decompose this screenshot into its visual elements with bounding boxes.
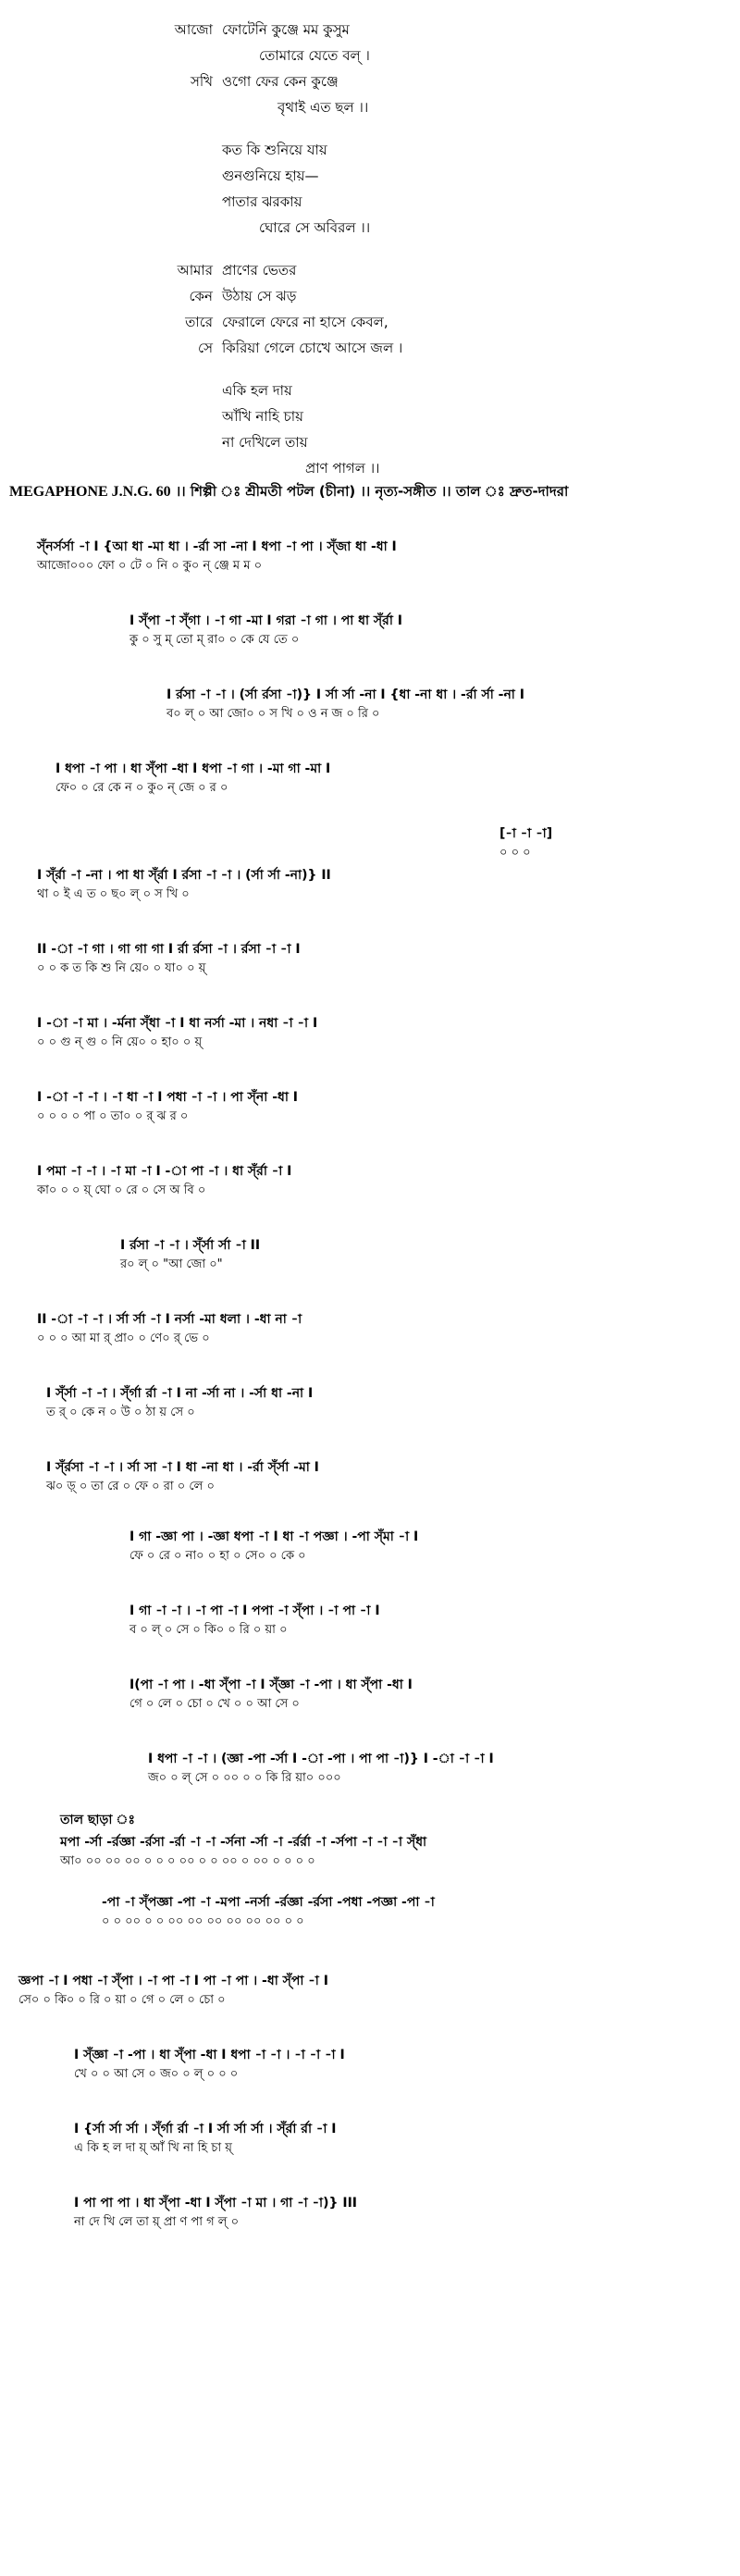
lyric-label: কেন [189, 288, 213, 304]
tal-chhara-label: তাল ছাড়া ঃ [60, 1813, 135, 1827]
lyric-line [0, 68, 740, 94]
lyric-text: প্রাণ পাগল ।। [305, 460, 380, 477]
notation-notes: স্ঁনর্সর্সা -া I {আ ধা -মা ধা । -র্রা সা -না I ধপা -া পা । স্ঁজা ধা -ধা I [37, 539, 397, 554]
notation-stave [46, 1383, 313, 1422]
lyric-text: ফোটেনি কুঞ্জে মম কুসুম [222, 21, 350, 38]
notation-syllables: ০ ০ গু ন্ গু ০ নি য়ে০ ০ হা০ ০ য়্ [37, 1035, 203, 1049]
notation-notes: -পা -া স্ঁপজ্ঞা -পা -া -মপা -নর্সা -র্রজ্ঞা -র্রসা -পধা -পজ্ঞা -পা -া [102, 1895, 435, 1910]
notation-syllables: ব০ ল্ ০ আ জো০ ০ স খি ০ ও ন জ ০ রি ০ [166, 707, 380, 721]
lyric-line [0, 163, 740, 189]
lyric-label: সে [198, 340, 213, 356]
notation-stave [37, 1161, 291, 1200]
notation-syllables: কা০ ০ ০ য়্ ঘো ০ রে ০ সে অ বি ০ [37, 1183, 206, 1197]
lyric-text: একি হল দায় [222, 382, 292, 399]
notation-stave [37, 1309, 302, 1348]
notation-stave [130, 1675, 413, 1714]
notation-stave [37, 537, 397, 576]
lyric-line [0, 283, 740, 309]
notation-stave [37, 1013, 317, 1052]
lyric-text: পাতার ঝরকায় [222, 193, 302, 210]
notation-syllables: থা ০ ই এ ত ০ ছ০ ল্ ০ স খি ০ [37, 887, 190, 901]
notation-syllables: ব ০ ল্ ০ সে ০ কি০ ০ রি ০ য়া ০ [130, 1623, 288, 1637]
notation-stave [74, 2045, 345, 2084]
notation-notes: I ধপা -া -া । (জ্ঞা -পা -র্সা I -া -পা । পা পা -া)} I -া -া -া I [148, 1752, 494, 1766]
notation-stave [148, 1749, 494, 1788]
notation-notes: II -া -া -া । র্সা র্সা -া I নর্সা -মা ধলা । -ধা না -া [37, 1312, 302, 1327]
notation-stave [46, 1457, 319, 1496]
lyric-line [0, 455, 740, 481]
lyric-line [0, 429, 740, 455]
notation-syllables: সে০ ০ কি০ ০ রি ০ য়া ০ গে ০ লে ০ চো ০ [18, 1993, 226, 2007]
notation-notes: I -া -া -া । -া ধা -া I পধা -া -া । পা স্ঁনা -ধা I [37, 1090, 299, 1105]
notation-syllables: ফে০ ০ রে কে ন ০ কু০ ন্ জে ০ র ০ [56, 781, 228, 795]
lyric-line [0, 215, 740, 241]
stanza-gap [0, 120, 740, 137]
lyric-line [0, 378, 740, 403]
notation-syllables: জ০ ০ ল্ সে ০ ০০ ০ ০ কি রি য়া০ ০০০ [148, 1771, 341, 1785]
notation-notes: I স্ঁর্রা -া -না । পা ধা স্ঁর্রা I র্রসা -া -া । (র্সা র্সা -না)} II [37, 868, 331, 883]
notation-stave [130, 1527, 418, 1566]
lyric-label: আজো [174, 21, 213, 38]
lyric-text: উঠায় সে ঝড় [222, 288, 297, 304]
notation-stave [37, 865, 331, 904]
notation-notes: [-া -া -া] [500, 826, 553, 841]
notation-stave [74, 2119, 337, 2158]
notation-notes: I {র্সা র্সা র্সা । স্ঁর্গা র্রা -া I র্সা র্সা র্সা । স্ঁর্রা র্রা -া I [74, 2122, 337, 2136]
notation-notes: I স্ঁর্সা -া -া । স্ঁর্গা র্রা -া I না -র্সা না । -র্সা ধা -না I [46, 1386, 314, 1401]
notation-syllables: ঝ০ ড়্ ০ তা রে ০ ফে ০ রা ০ লে ০ [46, 1480, 215, 1493]
lyric-text: বৃথাই এত ছল ।। [278, 99, 369, 116]
lyric-text: ফেরালে ফেরে না হাসে কেবল, [222, 314, 388, 330]
notation-notes: I স্ঁপা -া স্ঁগা । -া গা -মা I গরা -া গা । পা ধা স্ঁর্রা I [130, 613, 403, 628]
notation-syllables: ০ ০ ০ আ মা র্ প্রা০ ০ ণে০ র্ ভে ০ [37, 1331, 210, 1345]
notation-notes: মপা -র্সা -র্রজ্ঞা -র্রসা -র্রা -া -া -র্সনা -র্সা -া -র্রর্রা -া -র্সপা -া -া -া স্ঁধা [60, 1835, 427, 1850]
lyric-line [0, 94, 740, 120]
notation-stave [102, 1892, 435, 1931]
notation-stave [37, 939, 301, 978]
notation-syllables: ফে ০ রে ০ না০ ০ হা ০ সে০ ০ কে ০ [130, 1549, 306, 1563]
notation-notes: I র্রসা -া -া । (র্সা র্রসা -া)} I র্সা র্সা -না I {ধা -না ধা । -র্রা র্সা -না I [166, 687, 524, 702]
lyric-text: কিরিয়া গেলে চোখে আসে জল । [222, 340, 403, 356]
lyric-text: ওগো ফের কেন কুঞ্জে [222, 73, 339, 90]
notation-stave [500, 824, 552, 862]
lyric-text: গুনগুনিয়ে হায়— [222, 167, 319, 184]
notation-syllables: না দে খি লে তা য়্ প্রা ণ পা গ ল্ ০ [74, 2215, 240, 2229]
lyric-text: আঁখি নাহি চায় [222, 408, 303, 425]
notation-syllables: এ কি হ ল দা য়্ আঁ খি না হি চা য়্ [74, 2141, 232, 2155]
lyric-line [0, 309, 740, 335]
notation-syllables: ০ ০ ক ত কি শু নি য়ে০ ০ যা০ ০ য়্ [37, 961, 206, 975]
lyric-line [0, 43, 740, 68]
notation-stave [120, 1235, 260, 1274]
lyric-label: আমার [177, 262, 213, 279]
lyric-text: প্রাণের ভেতর [222, 262, 297, 279]
notation-notes: I র্রসা -া -া । স্ঁর্সা র্সা -া II [120, 1238, 261, 1253]
notation-stave [37, 1087, 298, 1126]
notation-syllables: গে ০ লে ০ চো ০ খে ০ ০ আ সে ০ [130, 1697, 300, 1711]
record-details: ।। শিল্পী ঃ শ্রীমতী পটল (চীনা) ।। নৃত্য-সঙ্গীত ।। তাল ঃ দ্রুত-দাদরা [170, 483, 569, 500]
notation-notes: I -া -া মা । -র্মনা স্ঁধা -া I ধা নর্সা -মা । নধা -া -া I [37, 1016, 318, 1031]
lyric-text: না দেখিলে তায় [222, 434, 308, 451]
record-catalog: MEGAPHONE J.N.G. 60 [9, 484, 171, 500]
notation-notes: জ্ঞপা -া I পধা -া স্ঁপা । -া পা -া I পা -া পা । -ধা স্ঁপা -া I [18, 1974, 328, 1988]
notation-notes: I(পা -া পা । -ধা স্ঁপা -া I স্ঁজ্ঞা -া -পা । ধা স্ঁপা -ধা I [130, 1678, 413, 1692]
notation-syllables: কু ০ সু ম্ তো ম্ রা০ ০ কে যে তে ০ [130, 633, 300, 647]
notation-stave [74, 2193, 357, 2232]
lyric-line [0, 335, 740, 361]
lyric-line [0, 17, 740, 43]
notation-stave [18, 1971, 328, 2010]
notation-stave [130, 1601, 380, 1640]
notation-notes: I গা -া -া । -া পা -া I পপা -া স্ঁপা । -া পা -া I [130, 1604, 380, 1618]
notation-notes: I স্ঁর্রসা -া -া । র্সা সা -া I ধা -না ধা । -র্রা স্ঁর্সা -মা I [46, 1460, 319, 1475]
record-info [9, 481, 731, 504]
notation-syllables: আ০ ০০ ০০ ০০ ০ ০ ০ ০০ ০ ০ ০০ ০ ০০ ০ ০ ০ ০ [60, 1854, 315, 1868]
notation-notes: I পমা -া -া । -া মা -া I -া পা -া । ধা স্ঁর্রা -া I [37, 1164, 292, 1179]
notation-syllables: র০ ল্ ০ "আ জো ০" [120, 1257, 223, 1271]
lyric-text: কত কি শুনিয়ে যায় [222, 142, 327, 158]
stanza-gap [0, 361, 740, 378]
notation-stave [60, 1832, 426, 1871]
stanza-gap [0, 241, 740, 257]
notation-notes: I পা পা পা । ধা স্ঁপা -ধা I স্ঁপা -া মা । গা -া -া)} III [74, 2196, 357, 2211]
notation-notes: I গা -জ্ঞা পা । -জ্ঞা ধপা -া I ধা -া পজ্ঞা । -পা স্ঁমা -া I [130, 1530, 419, 1544]
lyric-line [0, 257, 740, 283]
lyric-text: ঘোরে সে অবিরল ।। [259, 219, 371, 236]
lyric-text: তোমারে যেতে বল্ । [259, 47, 370, 64]
notation-syllables: ০ ০ ০ [500, 846, 531, 860]
notation-stave [166, 685, 524, 724]
notation-stave [130, 611, 402, 650]
notation-syllables: ত র্ ০ কে ন ০ উ ০ ঠা য় সে ০ [46, 1406, 195, 1419]
lyric-line [0, 137, 740, 163]
lyric-label: সখি [190, 73, 213, 90]
lyric-label: তারে [185, 314, 213, 330]
notation-notes: I ধপা -া পা । ধা স্ঁপা -ধা I ধপা -া গা । -মা গা -মা I [56, 762, 331, 776]
notation-syllables: খে ০ ০ আ সে ০ জ০ ০ ল্ ০ ০ ০ [74, 2067, 239, 2081]
notation-syllables: ০ ০ ০ ০ পা ০ তা০ ০ র্ ঝ র ০ [37, 1109, 189, 1123]
notation-notes: I স্ঁজ্ঞা -া -পা । ধা স্ঁপা -ধা I ধপা -া -া । -া -া -া I [74, 2048, 345, 2062]
notation-syllables: আজো০০০ ফো ০ টে ০ নি ০ কু০ ন্ ঞ্জে ম ম ০ [37, 559, 263, 573]
notation-syllables: ০ ০ ০০ ০ ০ ০০ ০০ ০০ ০০ ০০ ০০ ০ ০ [102, 1914, 304, 1928]
lyric-line [0, 403, 740, 429]
notation-stave [56, 759, 330, 798]
notation-notes: II -া -া গা । গা গা গা I র্রা র্রসা -া । র্রসা -া -া I [37, 942, 301, 957]
lyrics-block [0, 17, 740, 481]
lyric-line [0, 189, 740, 215]
